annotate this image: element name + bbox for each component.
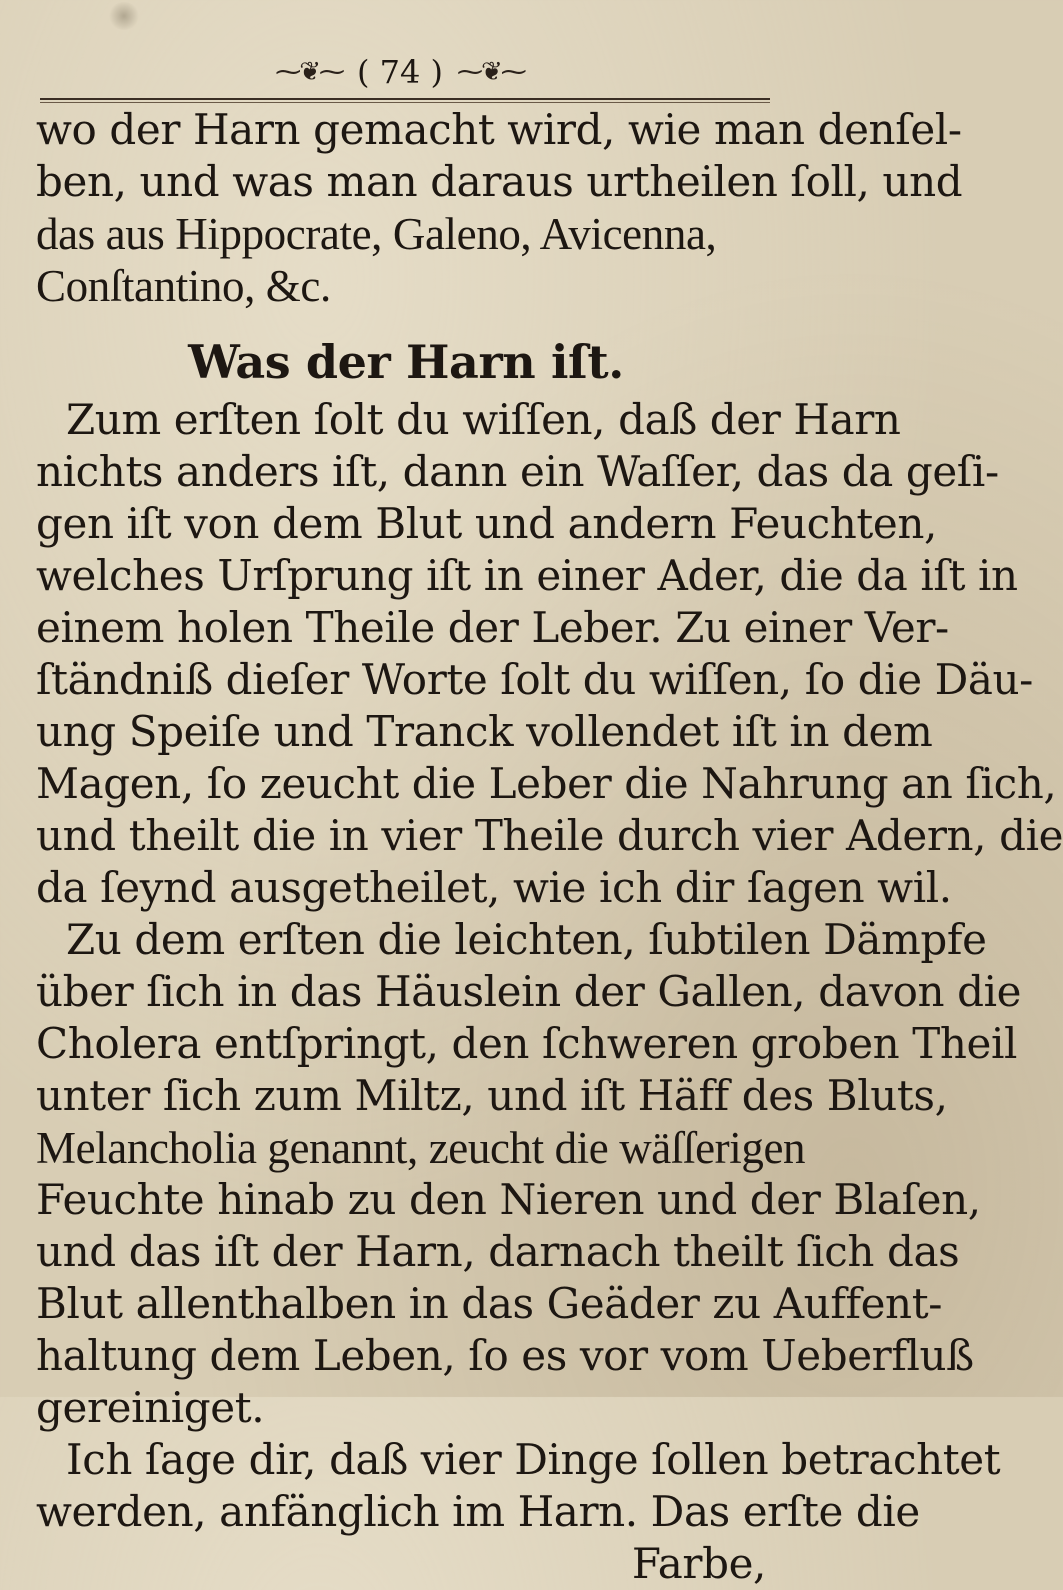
text-line: gereiniget. (36, 1383, 265, 1432)
text-line: Cholera entſpringt, den ſchweren groben Theil (36, 1019, 1018, 1068)
text-line: gen iſt von dem Blut und andern Feuchten, (36, 499, 937, 548)
text-line: Zum erſten ſolt du wiſſen, daß der Harn (66, 395, 901, 444)
text-line: unter ſich zum Miltz, und iſt Häff des Bluts, (36, 1071, 948, 1120)
right-ornament: ⁓❦⁓ (457, 57, 525, 87)
text-line: ſtändniß dieſer Worte ſolt du wiſſen, ſo die Däu- (36, 655, 1033, 704)
text-line: haltung dem Leben, ſo es vor vom Ueberfluß (36, 1331, 974, 1380)
text-line: welches Urſprung iſt in einer Ader, die da iſt in (36, 551, 1018, 600)
header-rule (40, 98, 770, 100)
page-header (0, 52, 800, 92)
text-line: ben, und was man daraus urtheilen ſoll, und (36, 157, 963, 206)
page-number: ( 74 ) (356, 53, 444, 91)
text-line: werden, anfänglich im Harn. Das erſte die (36, 1487, 920, 1536)
text-line: einem holen Theile der Leber. Zu einer Ver- (36, 603, 949, 652)
text-line: Zu dem erſten die leichten, ſubtilen Dämpfe (66, 915, 987, 964)
text-line: und theilt die in vier Theile durch vier Adern, die (36, 811, 1063, 860)
text-line: über ſich in das Häuslein der Gallen, davon die (36, 967, 1022, 1016)
text-line: ung Speiſe und Tranck vollendet iſt in dem (36, 707, 933, 756)
text-line: das aus Hippocrate, Galeno, Avicenna, (36, 209, 717, 259)
text-line: und das iſt der Harn, darnach theilt ſich das (36, 1227, 960, 1276)
text-line: da ſeynd ausgetheilet, wie ich dir ſagen wil. (36, 863, 952, 912)
text-line: Blut allenthalben in das Geäder zu Auffent- (36, 1279, 942, 1328)
text-line: Conſtantino, &c. (36, 261, 331, 311)
header-rule-thin (40, 102, 770, 103)
left-ornament: ⁓❦⁓ (275, 57, 343, 87)
text-line: Melancholia genannt, zeucht die wäſſerigen (36, 1123, 806, 1173)
body-text (36, 104, 1063, 1590)
ink-smudge (108, 2, 140, 30)
text-line: wo der Harn gemacht wird, wie man denſel- (36, 105, 962, 154)
section-heading: Was der Harn iſt. (188, 335, 624, 389)
text-line: Feuchte hinab zu den Nieren und der Blaſen, (36, 1175, 981, 1224)
text-line: Magen, ſo zeucht die Leber die Nahrung an ſich, (36, 759, 1057, 808)
text-line: Ich ſage dir, daß vier Dinge ſollen betrachtet (66, 1435, 1001, 1484)
catchword: Farbe, (631, 1539, 766, 1588)
text-line: nichts anders iſt, dann ein Waſſer, das da geſi- (36, 447, 999, 496)
